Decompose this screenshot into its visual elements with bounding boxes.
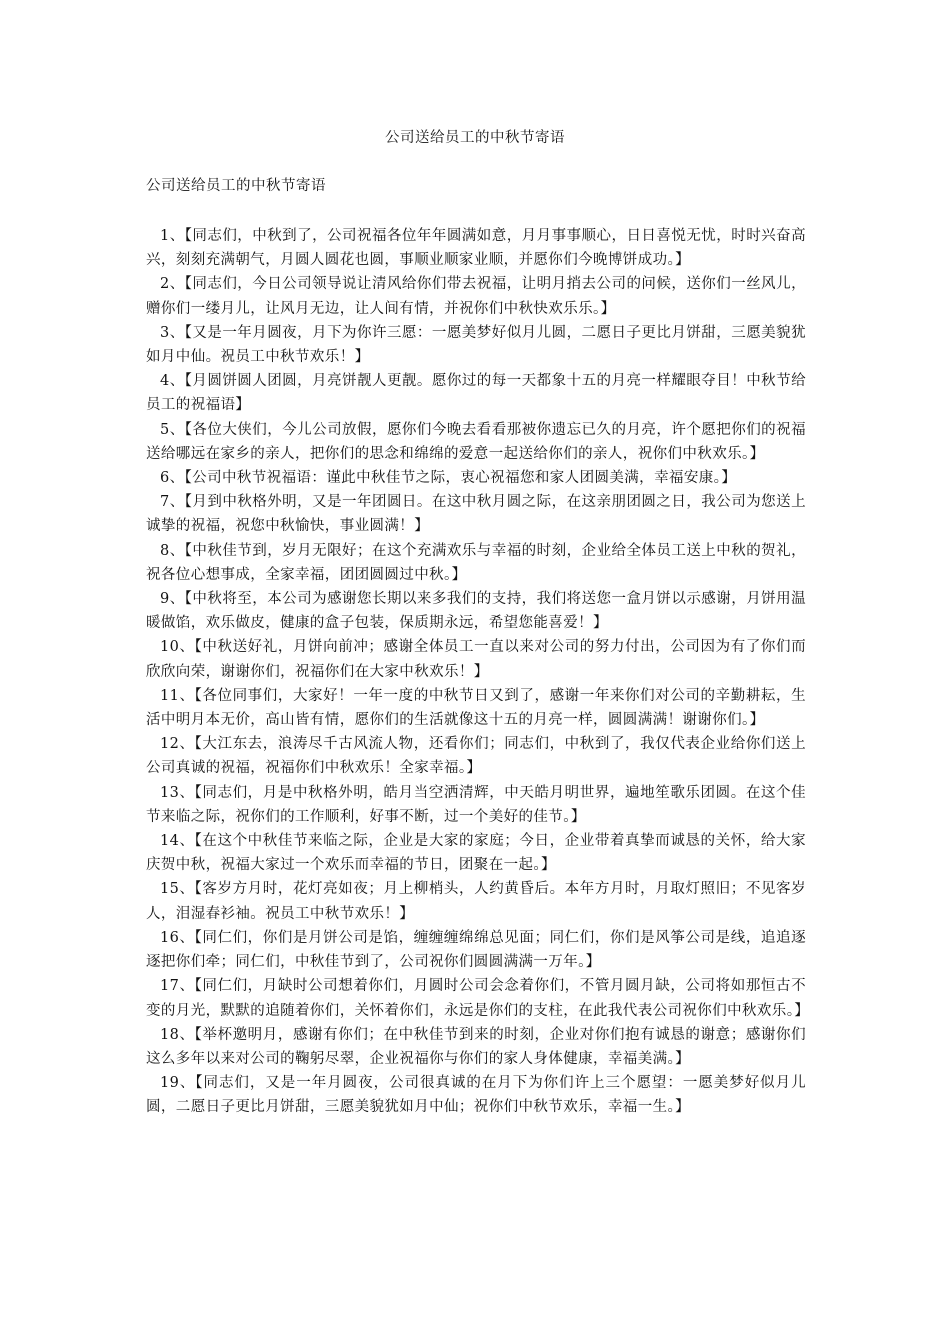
greeting-item-9: 9、【中秋将至，本公司为感谢您长期以来多我们的支持，我们将送您一盒月饼以示感谢，月饼用温暖做馅，欢乐做皮，健康的盒子包装，保质期永远，希望您能喜爱！】 <box>146 591 806 632</box>
greeting-item-7: 7、【月到中秋格外明，又是一年团圆日。在这中秋月圆之际，在这亲朋团圆之日，我公司为您送上诚挚的祝福，祝您中秋愉快，事业圆满！】 <box>146 494 806 535</box>
greeting-item-12: 12、【大江东去，浪涛尽千古风流人物，还看你们；同志们，中秋到了，我仅代表企业给你们送上公司真诚的祝福，祝福你们中秋欢乐！全家幸福。】 <box>146 736 806 777</box>
greeting-item-8: 8、【中秋佳节到，岁月无限好；在这个充满欢乐与幸福的时刻，企业给全体员工送上中秋的贺礼，祝各位心想事成，全家幸福，团团圆圆过中秋。】 <box>146 542 806 583</box>
greeting-item-5: 5、【各位大侠们，今儿公司放假，愿你们今晚去看看那被你遗忘已久的月亮，许个愿把你们的祝福送给哪远在家乡的亲人，把你们的思念和绵绵的爱意一起送给你们的亲人，祝你们中秋欢乐。】 <box>146 421 806 462</box>
greeting-item-19: 19、【同志们，又是一年月圆夜，公司很真诚的在月下为你们许上三个愿望：一愿美梦好似月儿圆，二愿日子更比月饼甜，三愿美貌犹如月中仙；祝你们中秋节欢乐，幸福一生。】 <box>146 1075 806 1116</box>
greeting-item-17: 17、【同仁们，月缺时公司想着你们，月圆时公司会念着你们，不管月圆月缺，公司将如那恒古不变的月光，默默的追随着你们，关怀着你们，永远是你们的支柱，在此我代表公司祝你们中秋欢乐。】 <box>146 978 810 1019</box>
greeting-item-1: 1、【同志们，中秋到了，公司祝福各位年年圆满如意，月月事事顺心，日日喜悦无忧，时时兴奋高兴，刻刻充满朝气，月圆人圆花也圆，事顺业顺家业顺，并愿你们今晚博饼成功。】 <box>146 228 806 269</box>
greetings-list <box>146 224 810 1120</box>
greeting-item-16: 16、【同仁们，你们是月饼公司是馅，缠缠缠绵绵总见面；同仁们，你们是风筝公司是线，追追逐逐把你们牵；同仁们，中秋佳节到了，公司祝你们圆圆满满一万年。】 <box>146 929 806 971</box>
greeting-item-14: 14、【在这个中秋佳节来临之际，企业是大家的家庭；今日，企业带着真挚而诚恳的关怀，给大家庆贺中秋，祝福大家过一个欢乐而幸福的节日，团聚在一起。】 <box>146 833 806 874</box>
greeting-item-11: 11、【各位同事们，大家好！一年一度的中秋节日又到了，感谢一年来你们对公司的辛勤耕耘，生活中明月本无价，高山皆有情，愿你们的生活就像这十五的月亮一样，圆圆满满！谢谢你们。】 <box>146 687 806 729</box>
document-title: 公司送给员工的中秋节寄语 <box>385 130 565 146</box>
document-subtitle: 公司送给员工的中秋节寄语 <box>146 178 326 194</box>
greeting-item-13: 13、【同志们，月是中秋格外明，皓月当空洒清辉，中天皓月明世界，遍地笙歌乐团圆。在这个佳节来临之际，祝你们的工作顺利，好事不断，过一个美好的佳节。】 <box>146 784 806 825</box>
greeting-item-3: 3、【又是一年月圆夜，月下为你许三愿：一愿美梦好似月儿圆，二愿日子更比月饼甜，三愿美貌犹如月中仙。祝员工中秋节欢乐！】 <box>146 324 806 366</box>
greeting-item-6: 6、【公司中秋节祝福语：谨此中秋佳节之际，衷心祝福您和家人团圆美满，幸福安康。】 <box>160 470 737 487</box>
greeting-item-2: 2、【同志们，今日公司领导说让清风给你们带去祝福，让明月捎去公司的问候，送你们一丝风儿，赠你们一缕月儿，让风月无边，让人间有情，并祝你们中秋快欢乐乐。】 <box>146 276 806 317</box>
greeting-item-18: 18、【举杯邀明月，感谢有你们；在中秋佳节到来的时刻，企业对你们抱有诚恳的谢意；感谢你们这么多年以来对公司的鞠躬尽翠，企业祝福你与你们的家人身体健康，幸福美满。】 <box>146 1026 806 1067</box>
greeting-item-4: 4、【月圆饼圆人团圆，月亮饼靓人更靓。愿你过的每一天都象十五的月亮一样耀眼夺目！中秋节给员工的祝福语】 <box>146 373 806 414</box>
greeting-item-15: 15、【客岁方月时，花灯亮如夜；月上柳梢头，人约黄昏后。本年方月时，月取灯照旧；不见客岁人，泪湿春衫袖。祝员工中秋节欢乐！】 <box>146 881 806 922</box>
greeting-item-10: 10、【中秋送好礼，月饼向前冲；感谢全体员工一直以来对公司的努力付出，公司因为有了你们而欣欣向荣，谢谢你们，祝福你们在大家中秋欢乐！】 <box>146 639 806 680</box>
